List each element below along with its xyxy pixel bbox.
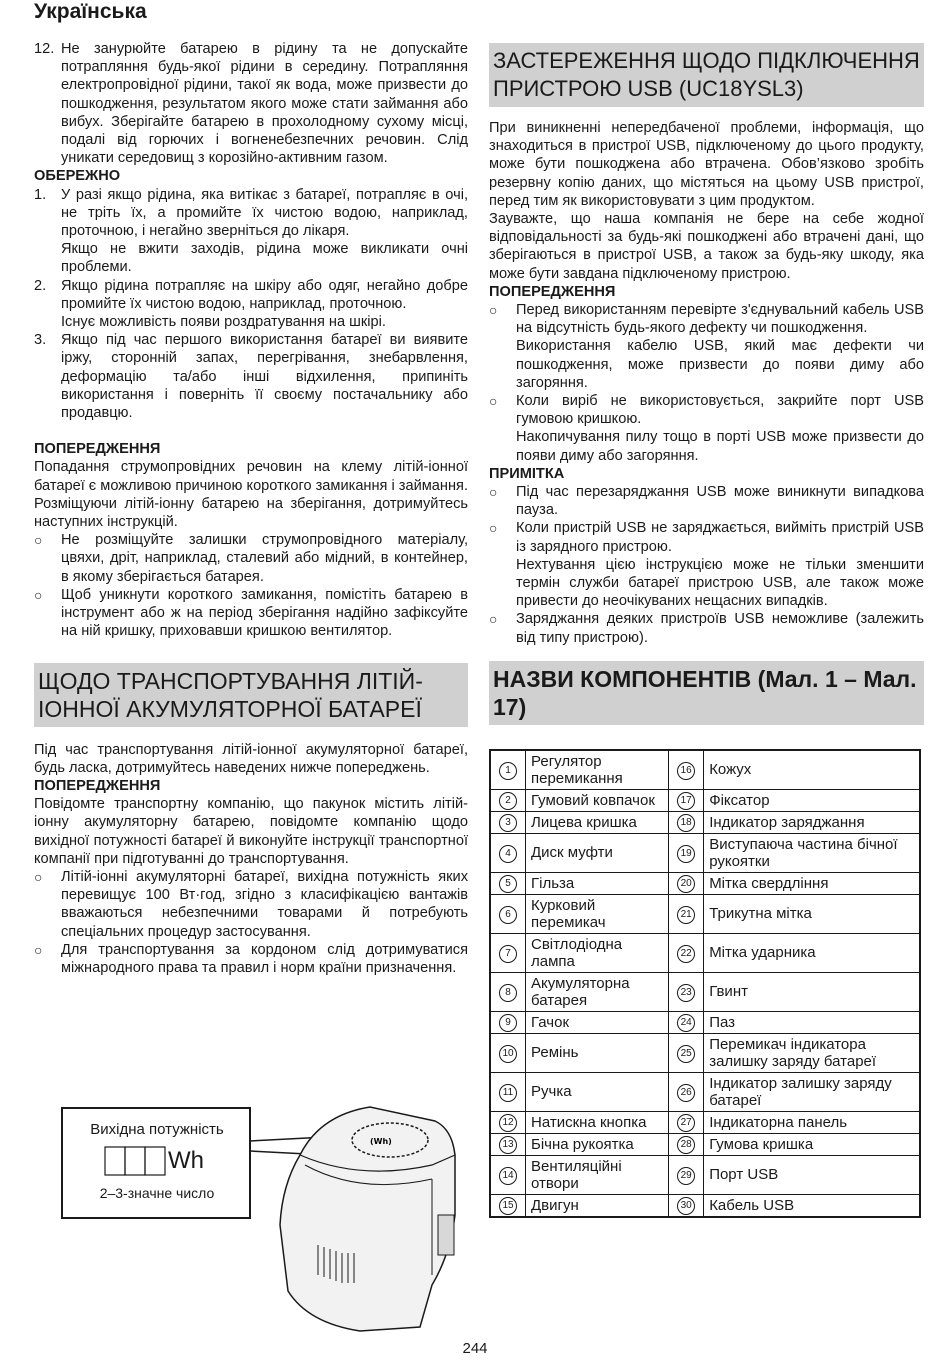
caution-item [34, 277, 468, 332]
usb-section-heading: ЗАСТЕРЕЖЕННЯ ЩОДО ПІДКЛЮЧЕННЯ ПРИСТРОЮ USB (UC18YSL3) [489, 43, 924, 107]
part-number-badge: 1 [499, 762, 517, 780]
item-extra: Якщо не вжити заходів, рідина може викликати очні проблеми. [61, 241, 468, 276]
item-text: Під час перезаряджання USB може виникнути випадкова пауза. [516, 484, 924, 519]
parts-table-row [490, 1111, 920, 1133]
circle-bullet-icon: ○ [489, 484, 498, 501]
part-number-badge: 3 [499, 814, 517, 832]
circle-bullet-icon: ○ [489, 393, 498, 410]
item-text: Заряджання деяких пристроїв USB неможливе (залежить від типу пристрою). [516, 611, 924, 646]
part-number-cell [490, 894, 526, 933]
part-name: Індикаторна панель [704, 1111, 920, 1133]
part-number-cell [669, 789, 704, 811]
parts-table-row [490, 1033, 920, 1072]
part-number-cell [490, 789, 526, 811]
usb-warning-item [489, 392, 924, 465]
part-name: Ремінь [526, 1033, 669, 1072]
part-name: Мітка свердління [704, 872, 920, 894]
part-name: Акумуляторна батарея [526, 972, 669, 1011]
part-number-badge: 11 [499, 1084, 517, 1102]
part-name: Двигун [526, 1194, 669, 1217]
part-number-cell [669, 872, 704, 894]
part-number-cell [669, 1155, 704, 1194]
item-text: Літій-іонні акумуляторні батареї, вихідна потужність яких перевищує 100 Вт·год, згідно з класифікацією вантажів вважаються небезпечними товарами й потребують спеціальних процедур застосування. [61, 868, 468, 940]
part-name: Виступаюча частина бічної рукоятки [704, 833, 920, 872]
part-name: Регулятор перемикання [526, 750, 669, 790]
item-extra: Нехтування цією інструкцією може не тільки зменшити термін служби батареї пристрою USB, але також може привести до неочікуваних нещасних випадків. [516, 556, 924, 610]
part-number-cell [490, 1155, 526, 1194]
part-number-cell [490, 972, 526, 1011]
part-name: Паз [704, 1011, 920, 1033]
page-language-header: Українська [34, 0, 147, 23]
part-name: Перемикач індикатора залишку заряду батареї [704, 1033, 920, 1072]
usb-warning-item [489, 301, 924, 392]
item-body [516, 301, 924, 392]
parts-table-row [490, 1155, 920, 1194]
circle-bullet-icon: ○ [34, 586, 43, 603]
page-number: 244 [462, 1340, 488, 1357]
part-name: Світлодіодна лампа [526, 933, 669, 972]
usb-paragraph: Зауважте, що наша компанія не бере на себе жодної відповідальності за будь-які пошкоджені або втрачені дані, що зберігаються в пристрої USB, а також за будь-яку шкоду, яка може бути завдана підключеному пристрою. [489, 211, 924, 282]
part-number-cell [490, 1194, 526, 1217]
parts-section-heading: НАЗВИ КОМПОНЕНТІВ (Мал. 1 – Мал. 17) [489, 661, 924, 725]
transport-warning-text: Повідомте транспортну компанію, що пакунок містить літій-іонну акумуляторну батарею, повідомте компанію щодо вихідної потужності батареї й виконуйте інструкції транспортної компанії при підготуванні до транспортування. [34, 796, 468, 867]
part-number-badge: 2 [499, 792, 517, 810]
part-name: Гвинт [704, 972, 920, 1011]
item-number: 2. [34, 277, 47, 294]
part-number-badge: 7 [499, 945, 517, 963]
left-column [34, 40, 468, 977]
circle-bullet-icon: ○ [34, 532, 43, 549]
part-number-badge: 21 [677, 906, 695, 924]
part-number-badge: 23 [677, 984, 695, 1002]
note-item [489, 610, 924, 646]
part-number-cell [669, 811, 704, 833]
part-number-badge: 28 [677, 1136, 695, 1154]
part-number-badge: 30 [677, 1197, 695, 1215]
part-number-cell [669, 1194, 704, 1217]
part-number-cell [490, 872, 526, 894]
output-label: Вихідна потужність [90, 1121, 224, 1138]
part-name: Натискна кнопка [526, 1111, 669, 1133]
parts-table-row [490, 750, 920, 790]
caution-item [34, 331, 468, 422]
part-name: Фіксатор [704, 789, 920, 811]
circle-bullet-icon: ○ [489, 611, 498, 628]
part-number-badge: 26 [677, 1084, 695, 1102]
part-name: Індикатор залишку заряду батареї [704, 1072, 920, 1111]
part-number-badge: 29 [677, 1167, 695, 1185]
usb-warning-heading: ПОПЕРЕДЖЕННЯ [489, 283, 616, 300]
part-number-cell [669, 894, 704, 933]
part-number-cell [490, 1033, 526, 1072]
part-name: Курковий перемикач [526, 894, 669, 933]
item-text: Коли виріб не використовується, закрийте порт USB гумовою кришкою. [516, 393, 924, 428]
part-number-cell [669, 972, 704, 1011]
usb-paragraph: При виникненні непередбаченої проблеми, інформація, що знаходиться в пристрої USB, підключеному до цього продукту, може бути пошкоджена або втрачена. Обов’язково зробіть резервну копію даних, що містяться на цьому USB пристрої, перед тим як використовувати з цим продуктом. [489, 120, 924, 209]
unit-label: Wh [168, 1147, 204, 1174]
item-number: 1. [34, 186, 47, 203]
part-name: Вентиляційні отвори [526, 1155, 669, 1194]
part-number-badge: 15 [499, 1197, 517, 1215]
part-number-cell [490, 811, 526, 833]
part-number-badge: 8 [499, 984, 517, 1002]
item-text: Перед використанням перевірте з'єднувальний кабель USB на відсутність будь-якого дефекту чи пошкодження. [516, 302, 924, 337]
item-text: Якщо рідина потрапляє на шкіру або одяг, негайно добре промийте їх чистою водою, наприклад, проточною. [61, 277, 468, 312]
part-name: Диск муфти [526, 833, 669, 872]
right-column [489, 43, 924, 1218]
parts-table-row [490, 872, 920, 894]
item-body [516, 392, 924, 465]
part-number-cell [669, 1011, 704, 1033]
circle-bullet-icon: ○ [489, 302, 498, 319]
item-extra: Накопичування пилу тощо в порті USB може призвести до появи диму або загоряння. [516, 429, 924, 464]
circle-bullet-icon: ○ [489, 520, 498, 537]
part-number-badge: 22 [677, 945, 695, 963]
note-heading: ПРИМІТКА [489, 465, 565, 482]
numbered-item [34, 40, 468, 167]
parts-table-row [490, 811, 920, 833]
transport-section-heading: ЩОДО ТРАНСПОРТУВАННЯ ЛІТІЙ-ІОННОЇ АКУМУЛЯТОРНОЇ БАТАРЕЇ [34, 663, 468, 727]
part-name: Порт USB [704, 1155, 920, 1194]
item-text: Не занурюйте батарею в рідину та не допускайте потрапляння будь-якої рідини в середину. Потрапляння електропровідної рідини, такої як вода, може призвести до пошкодження, результатом якого може стати займання або вибух. Зберігайте батарею в прохолодному сухому місці, подалі від горючих і вогненебезпечних речовин. Слід уникати середовищ з корозійно-активним газом. [61, 41, 468, 167]
warning-heading: ПОПЕРЕДЖЕННЯ [34, 441, 161, 458]
parts-table [489, 749, 921, 1218]
note-item [489, 483, 924, 519]
part-number-badge: 5 [499, 875, 517, 893]
parts-table-row [490, 1133, 920, 1155]
digit-caption: 2–3-значне число [99, 1185, 215, 1201]
part-name: Гачок [526, 1011, 669, 1033]
part-number-cell [669, 1033, 704, 1072]
warning-item [34, 531, 468, 586]
part-number-cell [490, 1072, 526, 1111]
part-number-badge: 14 [499, 1167, 517, 1185]
part-number-badge: 20 [677, 875, 695, 893]
part-name: Індикатор заряджання [704, 811, 920, 833]
part-name: Бічна рукоятка [526, 1133, 669, 1155]
part-number-cell [669, 933, 704, 972]
circle-bullet-icon: ○ [34, 868, 43, 885]
part-number-badge: 17 [677, 792, 695, 810]
parts-table-row [490, 972, 920, 1011]
item-extra: Існує можливість появи роздратування на шкірі. [61, 314, 386, 331]
circle-bullet-icon: ○ [34, 941, 43, 958]
caution-heading: ОБЕРЕЖНО [34, 168, 121, 185]
part-name: Лицева кришка [526, 811, 669, 833]
part-number-badge: 27 [677, 1114, 695, 1132]
parts-table-row [490, 789, 920, 811]
part-number-cell [669, 1133, 704, 1155]
part-number-badge: 24 [677, 1014, 695, 1032]
part-number-badge: 12 [499, 1114, 517, 1132]
item-text: Не розміщуйте залишки струмопровідного матеріалу, цвяхи, дріт, наприклад, сталевий або мідний, в контейнер, в якому зберігається батарея. [61, 532, 468, 585]
part-name: Гільза [526, 872, 669, 894]
part-number-cell [490, 833, 526, 872]
battery-marking: (Wh) [370, 1137, 392, 1146]
part-number-badge: 25 [677, 1045, 695, 1063]
part-name: Трикутна мітка [704, 894, 920, 933]
part-number-cell [490, 1133, 526, 1155]
part-number-cell [490, 1011, 526, 1033]
item-text: Для транспортування за кордоном слід дотримуватися міжнародного права та правил і норм країни призначення. [61, 941, 468, 976]
transport-intro: Під час транспортування літій-іонної акумуляторної батареї, будь ласка, дотримуйтесь наведених нижче попереджень. [34, 741, 468, 776]
caution-item [34, 186, 468, 277]
parts-table-row [490, 894, 920, 933]
item-text: У разі якщо рідина, яка витікає з батареї, потрапляє в очі, не тріть їх, а промийте їх чистою водою, наприклад, проточною, і негайно зверніться до лікаря. [61, 186, 468, 240]
part-number-cell [669, 1111, 704, 1133]
part-number-cell [490, 750, 526, 790]
parts-table-row [490, 1194, 920, 1217]
item-body [516, 519, 924, 610]
part-number-badge: 9 [499, 1014, 517, 1032]
part-name: Кабель USB [704, 1194, 920, 1217]
part-number-badge: 4 [499, 845, 517, 863]
item-body [61, 277, 468, 332]
parts-table-row [490, 1072, 920, 1111]
part-number-badge: 16 [677, 762, 695, 780]
parts-table-row [490, 933, 920, 972]
item-text: Якщо під час першого використання батареї ви виявите іржу, сторонній запах, перегрівання, знебарвлення, деформацію та/або інші відхилення, припиніть використання і поверніть її своєму постачальнику або продавцю. [61, 332, 468, 422]
part-name: Гумова кришка [704, 1133, 920, 1155]
part-number-cell [669, 750, 704, 790]
item-number: 3. [34, 332, 47, 349]
part-name: Гумовий ковпачок [526, 789, 669, 811]
item-number: 12. [34, 41, 55, 57]
transport-item [34, 868, 468, 941]
part-name: Кожух [704, 750, 920, 790]
item-text: Щоб уникнути короткого замикання, помістіть батарею в інструмент або ж на період зберігання надійно зафіксуйте на ній кришку, приховавши кришкою вентилятор. [61, 586, 468, 640]
part-number-badge: 6 [499, 906, 517, 924]
transport-item [34, 941, 468, 977]
part-number-cell [490, 1111, 526, 1133]
part-number-badge: 19 [677, 845, 695, 863]
item-extra: Використання кабелю USB, який має дефекти чи пошкодження, може призвести до появи диму або загоряння. [516, 338, 924, 391]
part-number-badge: 10 [499, 1045, 517, 1063]
part-number-cell [669, 833, 704, 872]
parts-table-row [490, 1011, 920, 1033]
note-item [489, 519, 924, 610]
part-name: Ручка [526, 1072, 669, 1111]
warning-item [34, 586, 468, 641]
part-number-cell [490, 933, 526, 972]
battery-figure [60, 1095, 470, 1335]
warning-text: Попадання струмопровідних речовин на клему літій-іонної батареї є можливою причиною короткого замикання і займання. Розміщуючи літій-іонну батарею на зберігання, дотримуйтесь наступних інструкцій. [34, 459, 468, 531]
part-number-cell [669, 1072, 704, 1111]
part-number-badge: 13 [499, 1136, 517, 1154]
part-number-badge: 18 [677, 814, 695, 832]
item-body [61, 186, 468, 277]
transport-warning-heading: ПОПЕРЕДЖЕННЯ [34, 777, 161, 794]
parts-table-row [490, 833, 920, 872]
part-name: Мітка ударника [704, 933, 920, 972]
item-text: Коли пристрій USB не заряджається, вийміть пристрій USB із зарядного пристрою. [516, 520, 924, 555]
